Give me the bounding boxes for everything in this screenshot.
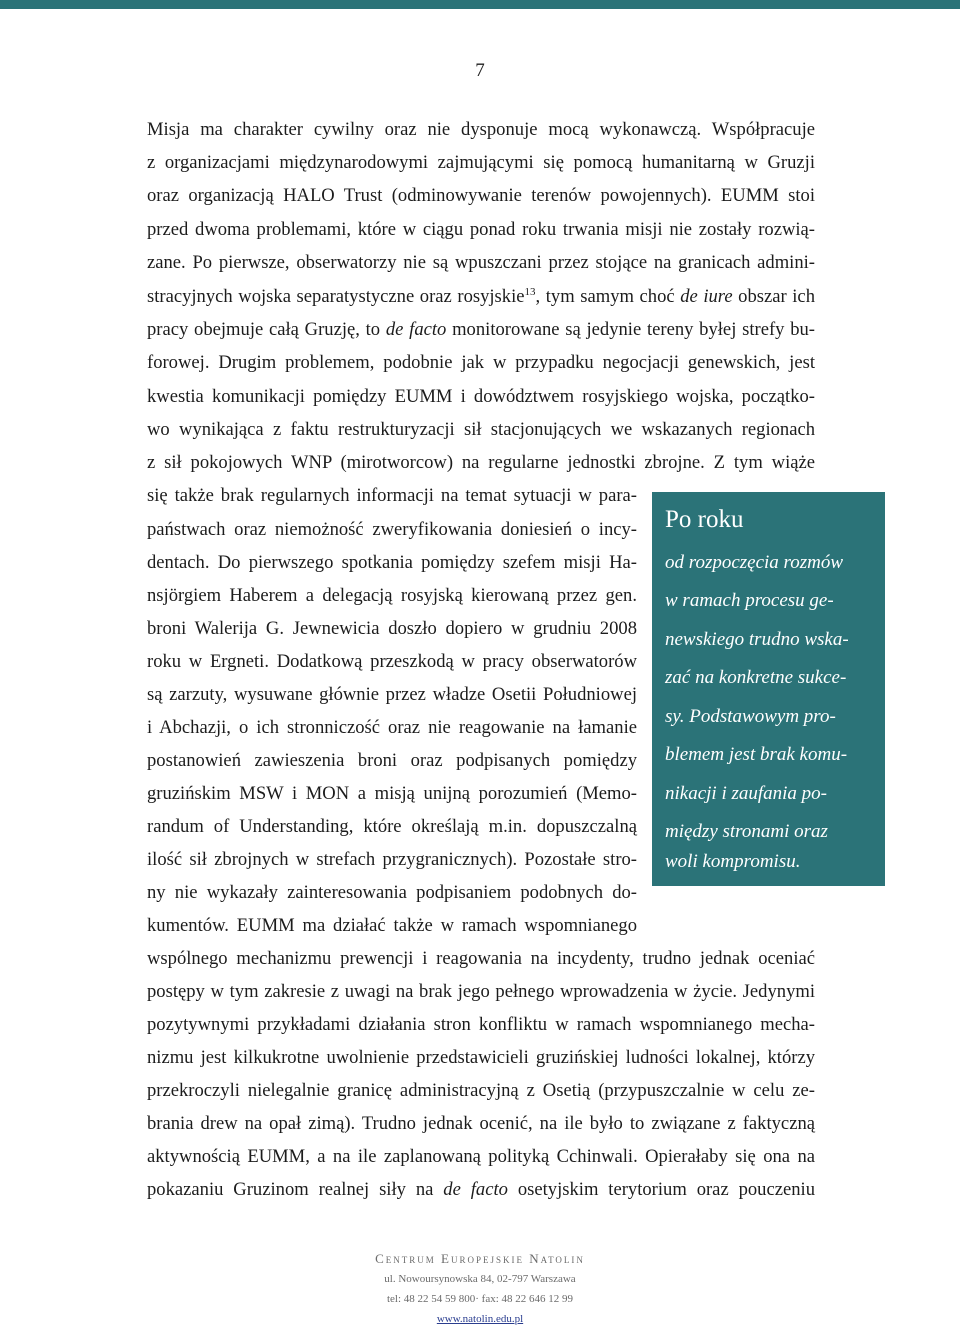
pull-quote-line: między stronami oraz [665, 821, 828, 842]
footnote-ref: 13 [524, 285, 536, 298]
text-line: ny nie wykazały zainteresowania podpisaniem podobnych do- [147, 882, 637, 903]
pull-quote-line: woli kompromisu. [665, 851, 801, 872]
text-line: aktywnością EUMM, a na ile zaplanowaną polityką Cchinwali. Opierałaby się ona na [147, 1146, 815, 1167]
text-run: stracyjnych wojska separatystyczne oraz rosyjskie [147, 286, 525, 307]
text-line: postępy w tym zakresie z uwagi na brak jego pełnego wprowadzenia w życie. Jedynymi [147, 981, 815, 1002]
text-line [147, 1173, 815, 1206]
text-line: gruzińskim MSW i MON a misją unijną porozumień (Memo- [147, 783, 637, 804]
text-line: z organizacjami międzynarodowymi zajmującymi się pomocą humanitarną w Gruzji [147, 152, 815, 173]
text-line: wo wynikająca z faktu restrukturyzacji sił stacjonujących we wskazanych regionach [147, 419, 815, 440]
text-line: pozytywnymi przykładami działania stron konfliktu w ramach wspomnianego mecha- [147, 1014, 815, 1035]
footer-address: ul. Nowoursynowska 84, 02-797 Warszawa [384, 1273, 576, 1285]
text-line: kwestia komunikacji pomiędzy EUMM i dowództwem rosyjskiego wojska, początko- [147, 386, 815, 407]
italic-term: de facto [385, 319, 447, 340]
text-line: broni Walerija G. Jewnewicia doszło dopiero w grudniu 2008 [147, 618, 637, 639]
text-line: kumentów. EUMM ma działać także w ramach wspomnianego [147, 915, 637, 936]
text-run: pracy obejmuje całą Gruzję, to [147, 319, 386, 340]
text-line: brania drew na opał zimą). Trudno jednak ocenić, na ile było to związane z faktyczną [147, 1113, 815, 1134]
pull-quote-line: od rozpoczęcia rozmów [665, 552, 844, 573]
text-run: , tym samym choć [535, 286, 681, 307]
text-line: nizmu jest kilkukrotne uwolnienie przedstawicieli gruzińskiej ludności lokalnej, którzy [147, 1047, 815, 1068]
pull-quote-line: nikacji i zaufania po- [665, 783, 828, 804]
text-line: forowej. Drugim problemem, podobnie jak w przypadku negocjacji genewskich, jest [147, 352, 815, 373]
text-run: osetyjskim terytorium oraz pouczeniu [507, 1179, 815, 1200]
footer-website-link[interactable]: www.natolin.edu.pl [436, 1313, 524, 1325]
page-number: 7 [475, 60, 485, 81]
text-line: nsjörgiem Haberem a delegacją rosyjską kierowaną przez gen. [147, 585, 637, 606]
text-line: są zarzuty, wysuwane głównie przez władze Osetii Południowej [147, 684, 637, 705]
text-line: Misja ma charakter cywilny oraz nie dysponuje mocą wykonawczą. Współpracuje [147, 119, 815, 140]
text-line: roku w Ergneti. Dodatkową przeszkodą w pracy obserwatorów [147, 651, 637, 672]
text-line: wspólnego mechanizmu prewencji i reagowania na incydenty, trudno jednak oceniać [147, 948, 815, 969]
pull-quote-line: zać na konkretne sukce- [665, 667, 847, 688]
italic-term: de iure [680, 286, 733, 307]
text-run: monitorowane są jedynie tereny byłej strefy bu- [446, 319, 815, 340]
text-line: przekroczyli nielegalnie granicę administracyjną z Osetią (przypuszczalnie w celu ze- [147, 1080, 815, 1101]
text-line: z sił pokojowych WNP (mirotworcow) na regularne jednostki zbrojne. Z tym wiąże [147, 452, 815, 473]
pull-quote-line: blemem jest brak komu- [665, 744, 848, 765]
text-line: i Abchazji, o ich stronniczość oraz nie reagowanie na łamanie [147, 717, 637, 738]
text-run: obszar ich [732, 286, 815, 307]
text-line: dentach. Do pierwszego spotkania pomiędzy szefem misji Ha- [147, 552, 637, 573]
pull-quote-title: Po roku [665, 506, 744, 533]
text-line: przed dwoma problemami, które w ciągu ponad roku trwania misji nie zostały rozwią- [147, 219, 815, 240]
text-line: państwach oraz niemożność zweryfikowania doniesień o incy- [147, 519, 637, 540]
footer-contact: tel: 48 22 54 59 800· fax: 48 22 646 12 99 [386, 1293, 574, 1305]
pull-quote-box [652, 492, 885, 886]
pull-quote-line: w ramach procesu ge- [665, 590, 834, 611]
text-line: randum of Understanding, które określają m.in. dopuszczalną [147, 816, 637, 837]
footer-organization: Centrum Europejskie Natolin [375, 1251, 585, 1266]
text-line: oraz organizacją HALO Trust (odminowywanie terenów powojennych). EUMM stoi [147, 185, 815, 206]
text-line: się także brak regularnych informacji na temat sytuacji w para- [147, 485, 637, 506]
text-line: zane. Po pierwsze, obserwatorzy nie są wpuszczani przez stojące na granicach admini- [147, 252, 815, 273]
text-run: pokazaniu Gruzinom realnej siły na [147, 1179, 444, 1200]
pull-quote-line: newskiego trudno wska- [665, 629, 849, 650]
text-line: postanowień zawieszenia broni oraz podpisanych pomiędzy [147, 750, 637, 771]
top-accent-bar [0, 0, 960, 9]
text-line [147, 313, 815, 346]
pull-quote-line: sy. Podstawowym pro- [665, 706, 836, 727]
text-line: ilość sił zbrojnych w strefach przygranicznych). Pozostałe stro- [147, 849, 637, 870]
italic-term: de facto [443, 1179, 508, 1200]
text-line [147, 280, 815, 313]
